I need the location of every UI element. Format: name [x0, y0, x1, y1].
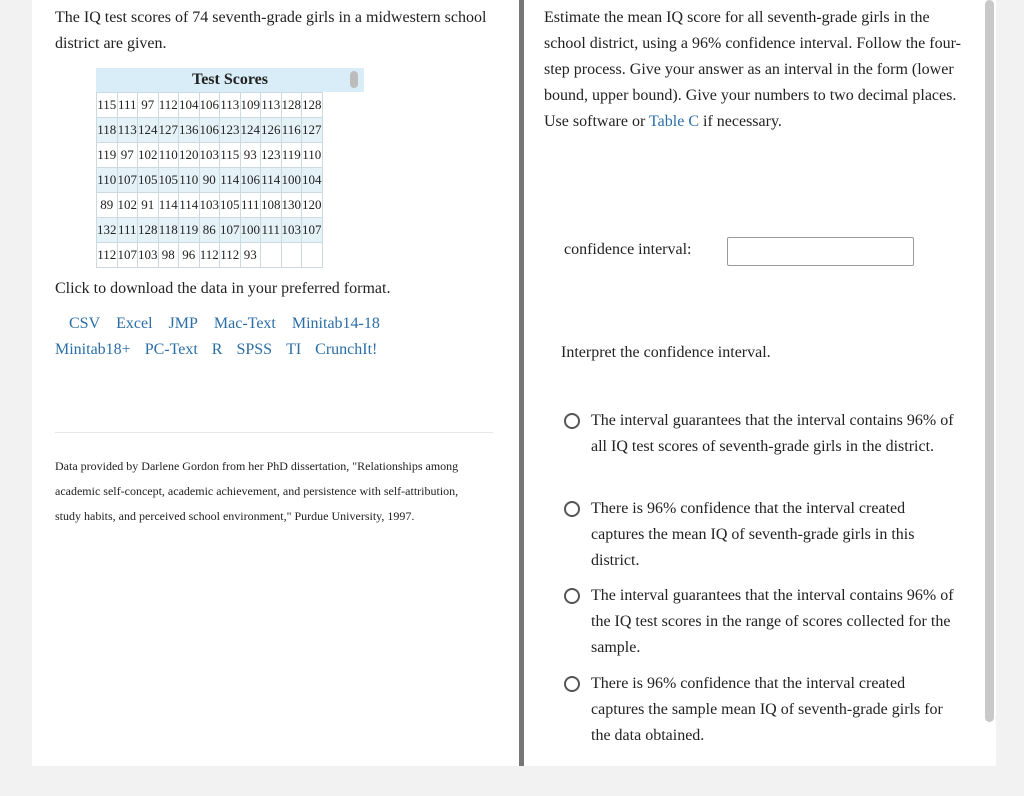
- table-cell: 107: [220, 218, 241, 243]
- table-cell: 109: [240, 93, 261, 118]
- table-cell: 114: [261, 168, 282, 193]
- table-cell: 97: [117, 143, 138, 168]
- table-cell: 110: [158, 143, 179, 168]
- option-text: There is 96% confidence that the interval created captures the sample mean IQ of seventh-grade girls for the data obtained.: [591, 675, 943, 744]
- table-cell: 106: [240, 168, 261, 193]
- table-cell: 103: [138, 243, 159, 268]
- table-cell: 102: [117, 193, 138, 218]
- download-links: [55, 311, 475, 363]
- radio-button[interactable]: [564, 676, 580, 692]
- table-cell: 112: [220, 243, 241, 268]
- download-link-pc-text[interactable]: PC-Text: [144, 341, 198, 358]
- table-cell: 110: [302, 143, 323, 168]
- confidence-interval-input[interactable]: [727, 237, 914, 266]
- table-cell: 106: [199, 118, 220, 143]
- radio-button[interactable]: [564, 413, 580, 429]
- table-cell: 91: [138, 193, 159, 218]
- table-cell: 113: [117, 118, 138, 143]
- table-cell: 111: [117, 93, 138, 118]
- table-title: Test Scores: [192, 71, 268, 88]
- table-cell: 112: [199, 243, 220, 268]
- table-cell: 93: [240, 143, 261, 168]
- table-cell: 116: [281, 118, 302, 143]
- download-prompt: Click to download the data in your preferred format.: [55, 280, 391, 297]
- table-cell: 119: [281, 143, 302, 168]
- table-row: [97, 218, 323, 243]
- table-cell: 136: [179, 118, 200, 143]
- table-cell: 111: [240, 193, 261, 218]
- table-cell: 105: [220, 193, 241, 218]
- table-cell: 128: [281, 93, 302, 118]
- table-cell: 127: [302, 118, 323, 143]
- table-cell: 89: [97, 193, 118, 218]
- table-cell: 107: [117, 168, 138, 193]
- option-text: The interval guarantees that the interval contains 96% of the IQ test scores in the range of scores collected for the sample.: [591, 587, 954, 656]
- table-cell: 111: [261, 218, 282, 243]
- table-cell: 120: [179, 143, 200, 168]
- table-cell: 90: [199, 168, 220, 193]
- scores-grid: [96, 92, 323, 268]
- table-cell: 123: [220, 118, 241, 143]
- table-row: [97, 143, 323, 168]
- table-cell: 119: [179, 218, 200, 243]
- table-cell: 106: [199, 93, 220, 118]
- table-cell: 100: [281, 168, 302, 193]
- table-cell: 112: [97, 243, 118, 268]
- table-cell: 103: [199, 143, 220, 168]
- table-cell: 104: [179, 93, 200, 118]
- table-cell: 123: [261, 143, 282, 168]
- download-link-ti[interactable]: TI: [286, 341, 302, 358]
- table-cell: 96: [179, 243, 200, 268]
- table-cell: 114: [158, 193, 179, 218]
- table-cell: 114: [220, 168, 241, 193]
- table-cell: 86: [199, 218, 220, 243]
- table-row: [97, 118, 323, 143]
- table-header: [96, 68, 364, 92]
- table-cell: 127: [158, 118, 179, 143]
- question-text-main: Estimate the mean IQ score for all seventh-grade girls in the school district, using a 96% confidence interval. Follow the four-step process. Give your answer as an interval in the form (lower bound, upper bound). Give your numbers to two decimal places. Use software or: [544, 9, 961, 130]
- radio-button[interactable]: [564, 501, 580, 517]
- option-text: The interval guarantees that the interval contains 96% of all IQ test scores of seventh-grade girls in the district.: [591, 412, 954, 455]
- table-cell: 93: [240, 243, 261, 268]
- table-cell: 132: [97, 218, 118, 243]
- table-row: [97, 93, 323, 118]
- table-cell: 114: [179, 193, 200, 218]
- divider-line: [55, 432, 493, 433]
- table-cell: 110: [97, 168, 118, 193]
- table-cell: 104: [302, 168, 323, 193]
- table-cell: 124: [240, 118, 261, 143]
- table-cell: 113: [220, 93, 241, 118]
- table-cell: 97: [138, 93, 159, 118]
- question-panel: [524, 0, 996, 766]
- table-cell: 111: [117, 218, 138, 243]
- download-link-csv[interactable]: CSV: [69, 315, 101, 332]
- interpret-prompt: Interpret the confidence interval.: [561, 344, 771, 361]
- table-row: [97, 168, 323, 193]
- ci-label: confidence interval:: [564, 241, 692, 258]
- table-c-link[interactable]: Table C: [649, 113, 699, 130]
- table-cell: 128: [138, 218, 159, 243]
- table-cell: [281, 243, 302, 268]
- table-cell: 107: [117, 243, 138, 268]
- download-link-mac-text[interactable]: Mac-Text: [213, 315, 276, 332]
- table-cell: 103: [199, 193, 220, 218]
- table-cell: 119: [97, 143, 118, 168]
- data-panel: [32, 0, 520, 766]
- download-links-row-2: [55, 337, 475, 363]
- scores-table: [96, 68, 364, 268]
- radio-button[interactable]: [564, 588, 580, 604]
- table-cell: 105: [138, 168, 159, 193]
- download-links-row-1: [55, 311, 475, 337]
- intro-text: The IQ test scores of 74 seventh-grade girls in a midwestern school district are given.: [55, 9, 487, 52]
- table-scroll-thumb[interactable]: [350, 71, 358, 88]
- table-row: [97, 193, 323, 218]
- table-cell: 102: [138, 143, 159, 168]
- download-link-crunchit-[interactable]: CrunchIt!: [315, 341, 378, 358]
- table-cell: 128: [302, 93, 323, 118]
- download-link-jmp[interactable]: JMP: [168, 315, 198, 332]
- table-cell: 118: [158, 218, 179, 243]
- table-cell: 107: [302, 218, 323, 243]
- question-text: [544, 5, 969, 135]
- table-cell: 130: [281, 193, 302, 218]
- table-cell: 103: [281, 218, 302, 243]
- table-cell: 126: [261, 118, 282, 143]
- question-text-end: if necessary.: [699, 113, 782, 130]
- table-cell: 115: [97, 93, 118, 118]
- download-link-minitab14-18[interactable]: Minitab14-18: [291, 315, 380, 332]
- table-cell: 108: [261, 193, 282, 218]
- table-cell: 115: [220, 143, 241, 168]
- table-cell: [261, 243, 282, 268]
- table-row: [97, 243, 323, 268]
- table-cell: 110: [179, 168, 200, 193]
- download-link-excel[interactable]: Excel: [116, 315, 153, 332]
- table-cell: 105: [158, 168, 179, 193]
- table-cell: 98: [158, 243, 179, 268]
- content-card: [32, 0, 996, 766]
- table-cell: 113: [261, 93, 282, 118]
- table-cell: 118: [97, 118, 118, 143]
- download-link-r[interactable]: R: [211, 341, 223, 358]
- option-text: There is 96% confidence that the interval created captures the mean IQ of seventh-grade girls in this district.: [591, 500, 915, 569]
- table-cell: [302, 243, 323, 268]
- table-cell: 100: [240, 218, 261, 243]
- table-cell: 124: [138, 118, 159, 143]
- table-cell: 112: [158, 93, 179, 118]
- page-scrollbar[interactable]: [985, 0, 994, 722]
- data-credit: Data provided by Darlene Gordon from her PhD dissertation, "Relationships among academic self-concept, academic achievement, and persistence with self-attribution, study habits, and perceived school environment," Purdue University, 1997.: [55, 459, 459, 523]
- table-cell: 120: [302, 193, 323, 218]
- download-link-spss[interactable]: SPSS: [236, 341, 273, 358]
- download-link-minitab18-[interactable]: Minitab18+: [55, 341, 131, 358]
